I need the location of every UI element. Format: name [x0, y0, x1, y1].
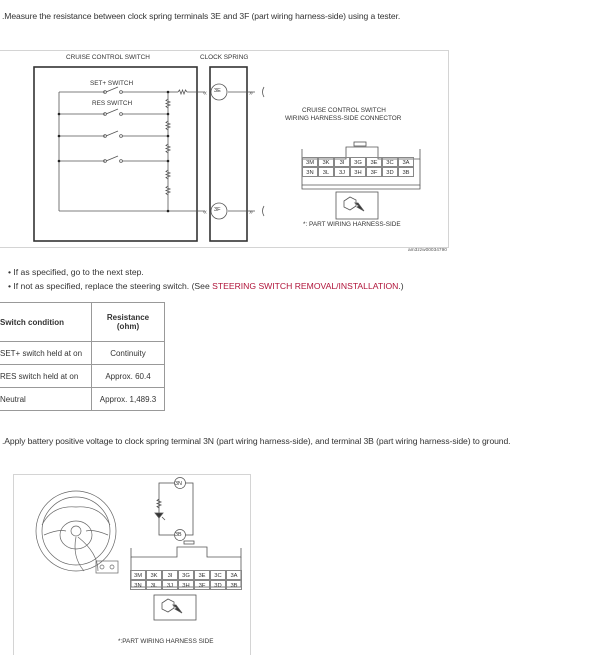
- table-row: Neutral Approx. 1,489.3: [0, 388, 165, 411]
- pin: 3K: [146, 570, 162, 580]
- pin: 3M: [302, 157, 318, 167]
- pin: 3M: [130, 570, 146, 580]
- pin: 3C: [210, 570, 226, 580]
- circuit-diagram-svg: [0, 51, 448, 247]
- connector-pin-grid-2: [130, 570, 242, 590]
- pin: 3F: [366, 167, 382, 177]
- table-row: SET+ switch held at on Continuity: [0, 342, 165, 365]
- pin: 3G: [178, 570, 194, 580]
- pin: 3E: [366, 157, 382, 167]
- pin: 3I: [334, 157, 350, 167]
- pin: 3B: [398, 167, 414, 177]
- terminal-3n-label: 3N: [175, 481, 182, 487]
- steering-switch-removal-link[interactable]: STEERING SWITCH REMOVAL/INSTALLATION: [212, 281, 399, 291]
- connector-title-line1: CRUISE CONTROL SWITCH: [302, 107, 386, 114]
- connector-row-2: [130, 580, 242, 590]
- svg-text:«: «: [203, 209, 207, 216]
- svg-text:»: »: [249, 90, 253, 97]
- terminal-3b-label: 3B: [175, 532, 182, 538]
- figure-circuit-diagram-1: [0, 50, 449, 248]
- steering-wheel-icon: [36, 491, 118, 573]
- figure-id: am3zzw00034790: [408, 248, 447, 253]
- pin: 3H: [178, 580, 194, 590]
- pin: 3C: [382, 157, 398, 167]
- connector-title-line2: WIRING HARNESS-SIDE CONNECTOR: [285, 115, 402, 122]
- pin: 3A: [226, 570, 242, 580]
- step-1-instruction: .Measure the resistance between clock spring terminals 3E and 3F (part wiring harness-side) using a tester.: [2, 11, 401, 21]
- bullet-not-as-specified: • If not as specified, replace the steering switch. (See STEERING SWITCH REMOVAL/INSTALLATION.): [8, 281, 404, 291]
- step-2-instruction: .Apply battery positive voltage to clock spring terminal 3N (part wiring harness-side), and terminal 3B (part wiring harness-side) to ground.: [2, 436, 511, 446]
- pin: 3L: [318, 167, 334, 177]
- pin: 3N: [302, 167, 318, 177]
- part-wiring-note-1: *: PART WIRING HARNESS-SIDE: [303, 221, 401, 228]
- table-header-row: [0, 303, 165, 342]
- part-wiring-note-2: *:PART WIRING HARNESS SIDE: [118, 638, 214, 645]
- pin: 3J: [162, 580, 178, 590]
- pin: 3D: [210, 580, 226, 590]
- pin: 3N: [130, 580, 146, 590]
- bullet-as-specified: • If as specified, go to the next step.: [8, 267, 144, 277]
- connector-row-2: [302, 167, 414, 177]
- connector-row-1: [302, 157, 414, 167]
- res-switch-label: RES SWITCH: [92, 100, 133, 107]
- connector-drawing: [302, 142, 420, 219]
- pin: 3F: [194, 580, 210, 590]
- pin: 3H: [350, 167, 366, 177]
- terminal-3f-label: 3F: [214, 207, 221, 213]
- header-resistance: Resistance (ohm): [92, 303, 165, 342]
- header-switch-condition: Switch condition: [0, 303, 92, 342]
- pin: 3G: [350, 157, 366, 167]
- result-instructions: [8, 265, 404, 293]
- set-switch-label: SET+ SWITCH: [90, 80, 134, 87]
- pin: 3J: [334, 167, 350, 177]
- pin: 3A: [398, 157, 414, 167]
- svg-text:«: «: [203, 90, 207, 97]
- pin: 3I: [162, 570, 178, 580]
- clock-spring-label: CLOCK SPRING: [200, 54, 249, 61]
- cruise-control-switch-label: CRUISE CONTROL SWITCH: [66, 54, 150, 61]
- connector-pin-grid-1: [302, 157, 414, 177]
- resistance-spec-table: [0, 302, 165, 411]
- svg-text:»: »: [249, 209, 253, 216]
- terminal-3e-label: 3E: [214, 88, 221, 94]
- pin: 3L: [146, 580, 162, 590]
- pin: 3E: [194, 570, 210, 580]
- steering-wheel-diagram-svg: [14, 475, 250, 655]
- pin: 3K: [318, 157, 334, 167]
- pin: 3B: [226, 580, 242, 590]
- table-row: RES switch held at on Approx. 60.4: [0, 365, 165, 388]
- connector-row-1: [130, 570, 242, 580]
- pin: 3D: [382, 167, 398, 177]
- figure-circuit-diagram-2: [13, 474, 251, 655]
